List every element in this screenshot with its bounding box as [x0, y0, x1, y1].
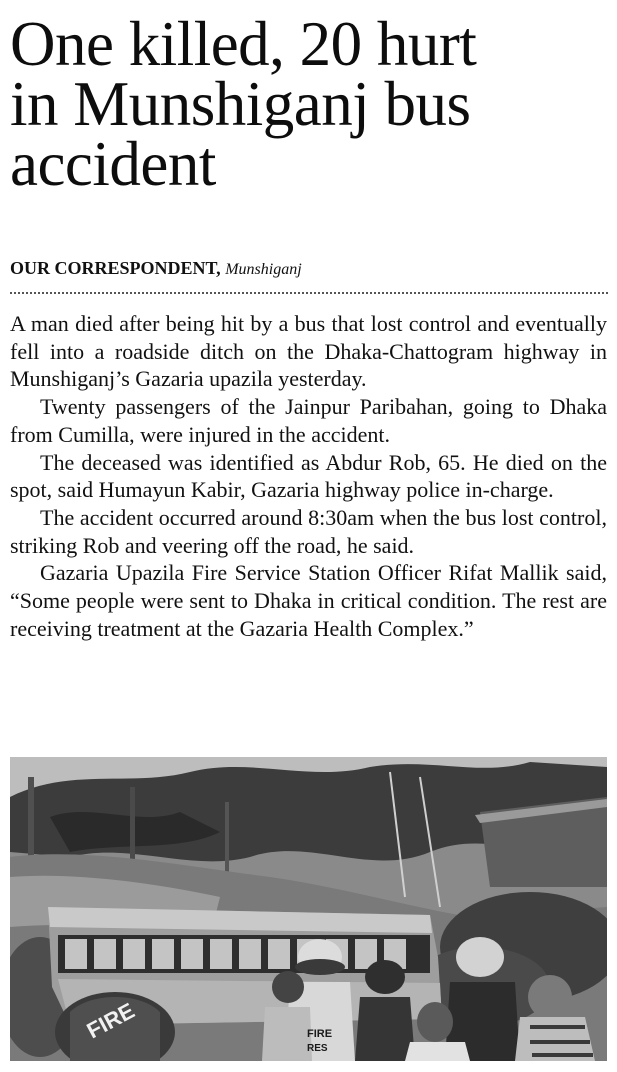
vest-label-rescue: RES — [307, 1043, 328, 1054]
article-body — [10, 310, 607, 642]
article-paragraph: A man died after being hit by a bus that lost control and eventually fell into a roadside ditch on the Dhaka-Chattogram highway in Munshiganj’s Gazaria upazila yesterday. — [10, 311, 607, 392]
byline-location: Munshiganj — [225, 261, 302, 278]
headline-line: One killed, 20 hurt — [10, 9, 477, 79]
accident-photo — [10, 757, 607, 1061]
helmet-label: FIRE — [82, 997, 139, 1044]
dotted-divider — [10, 292, 608, 294]
headline-line: in Munshiganj bus — [10, 69, 471, 139]
article-paragraph: The accident occurred around 8:30am when the bus lost control, striking Rob and veering off the road, he said. — [10, 504, 607, 558]
article-paragraph: Twenty passengers of the Jainpur Paribahan, going to Dhaka from Cumilla, were injured in the accident. — [10, 394, 607, 447]
accident-photo-illustration — [10, 757, 607, 1061]
byline — [10, 258, 302, 279]
vest-label-fire: FIRE — [307, 1028, 333, 1040]
headline — [10, 9, 610, 199]
byline-author: OUR CORRESPONDENT, — [10, 258, 221, 278]
article-paragraph: Gazaria Upazila Fire Service Station Officer Rifat Mallik said, “Some people were sent to Dhaka in critical condition. The rest are receiving treatment at the Gazaria Health Complex.” — [10, 560, 607, 641]
headline-line: accident — [10, 129, 216, 199]
article-paragraph: The deceased was identified as Abdur Rob, 65. He died on the spot, said Humayun Kabir, Gazaria highway police in-charge. — [10, 449, 607, 503]
